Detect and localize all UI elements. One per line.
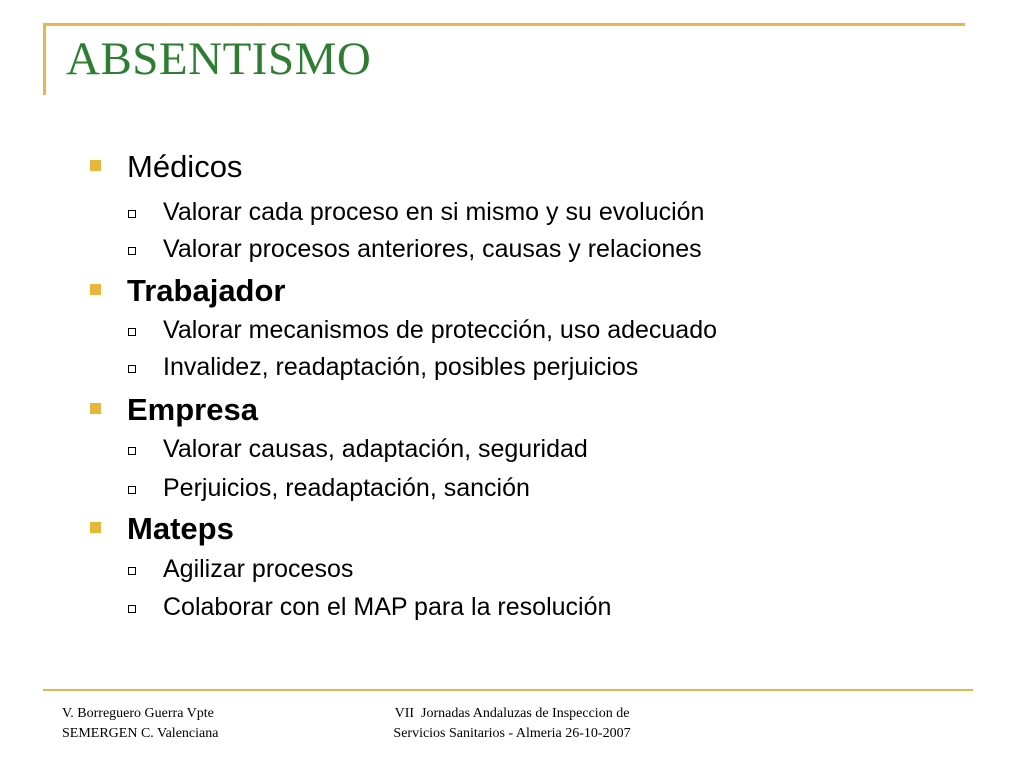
list-item <box>163 595 611 620</box>
square-bullet-icon <box>90 522 101 533</box>
section-heading <box>127 275 286 306</box>
list-item-text: Perjuicios, readaptación, sanción <box>163 474 530 502</box>
list-item <box>163 318 717 343</box>
list-item-text: Valorar cada proceso en si mismo y su evolución <box>163 198 705 226</box>
list-item-text: Colaborar con el MAP para la resolución <box>163 593 612 621</box>
list-item <box>163 437 588 462</box>
section-heading-text: Trabajador <box>127 273 286 308</box>
list-item-text: Valorar causas, adaptación, seguridad <box>163 435 588 463</box>
list-item-text: Agilizar procesos <box>163 555 354 583</box>
square-bullet-icon <box>90 284 101 295</box>
top-rule <box>43 23 965 26</box>
section-heading <box>127 151 242 182</box>
footer-author-line: V. Borreguero Guerra Vpte <box>62 706 214 721</box>
hollow-square-bullet-icon <box>128 605 136 613</box>
list-item-text: Invalidez, readaptación, posibles perjuicios <box>163 353 639 381</box>
footer-event <box>332 704 692 744</box>
top-left-rule <box>43 23 46 95</box>
section-heading-text: Mateps <box>127 511 234 546</box>
footer-author-line: SEMERGEN C. Valenciana <box>62 726 219 741</box>
hollow-square-bullet-icon <box>128 247 136 255</box>
section-heading <box>127 513 234 544</box>
section-heading <box>127 394 258 425</box>
list-item <box>163 355 638 380</box>
hollow-square-bullet-icon <box>128 486 136 494</box>
square-bullet-icon <box>90 160 101 171</box>
hollow-square-bullet-icon <box>128 567 136 575</box>
hollow-square-bullet-icon <box>128 365 136 373</box>
list-item <box>163 557 353 582</box>
footer-event-line: VII Jornadas Andaluzas de Inspeccion de <box>394 706 630 721</box>
list-item <box>163 476 530 501</box>
list-item-text: Valorar procesos anteriores, causas y relaciones <box>163 235 702 263</box>
section-heading-text: Empresa <box>127 392 258 427</box>
footer-event-line: Servicios Sanitarios - Almeria 26-10-2007 <box>393 726 631 741</box>
square-bullet-icon <box>90 403 101 414</box>
list-item-text: Valorar mecanismos de protección, uso adecuado <box>163 316 718 344</box>
hollow-square-bullet-icon <box>128 210 136 218</box>
hollow-square-bullet-icon <box>128 447 136 455</box>
list-item <box>163 200 704 225</box>
section-heading-text: Médicos <box>127 149 243 184</box>
footer-author <box>62 704 218 744</box>
slide-title: ABSENTISMO <box>66 33 372 85</box>
list-item <box>163 237 702 262</box>
hollow-square-bullet-icon <box>128 328 136 336</box>
bottom-rule <box>43 689 973 691</box>
